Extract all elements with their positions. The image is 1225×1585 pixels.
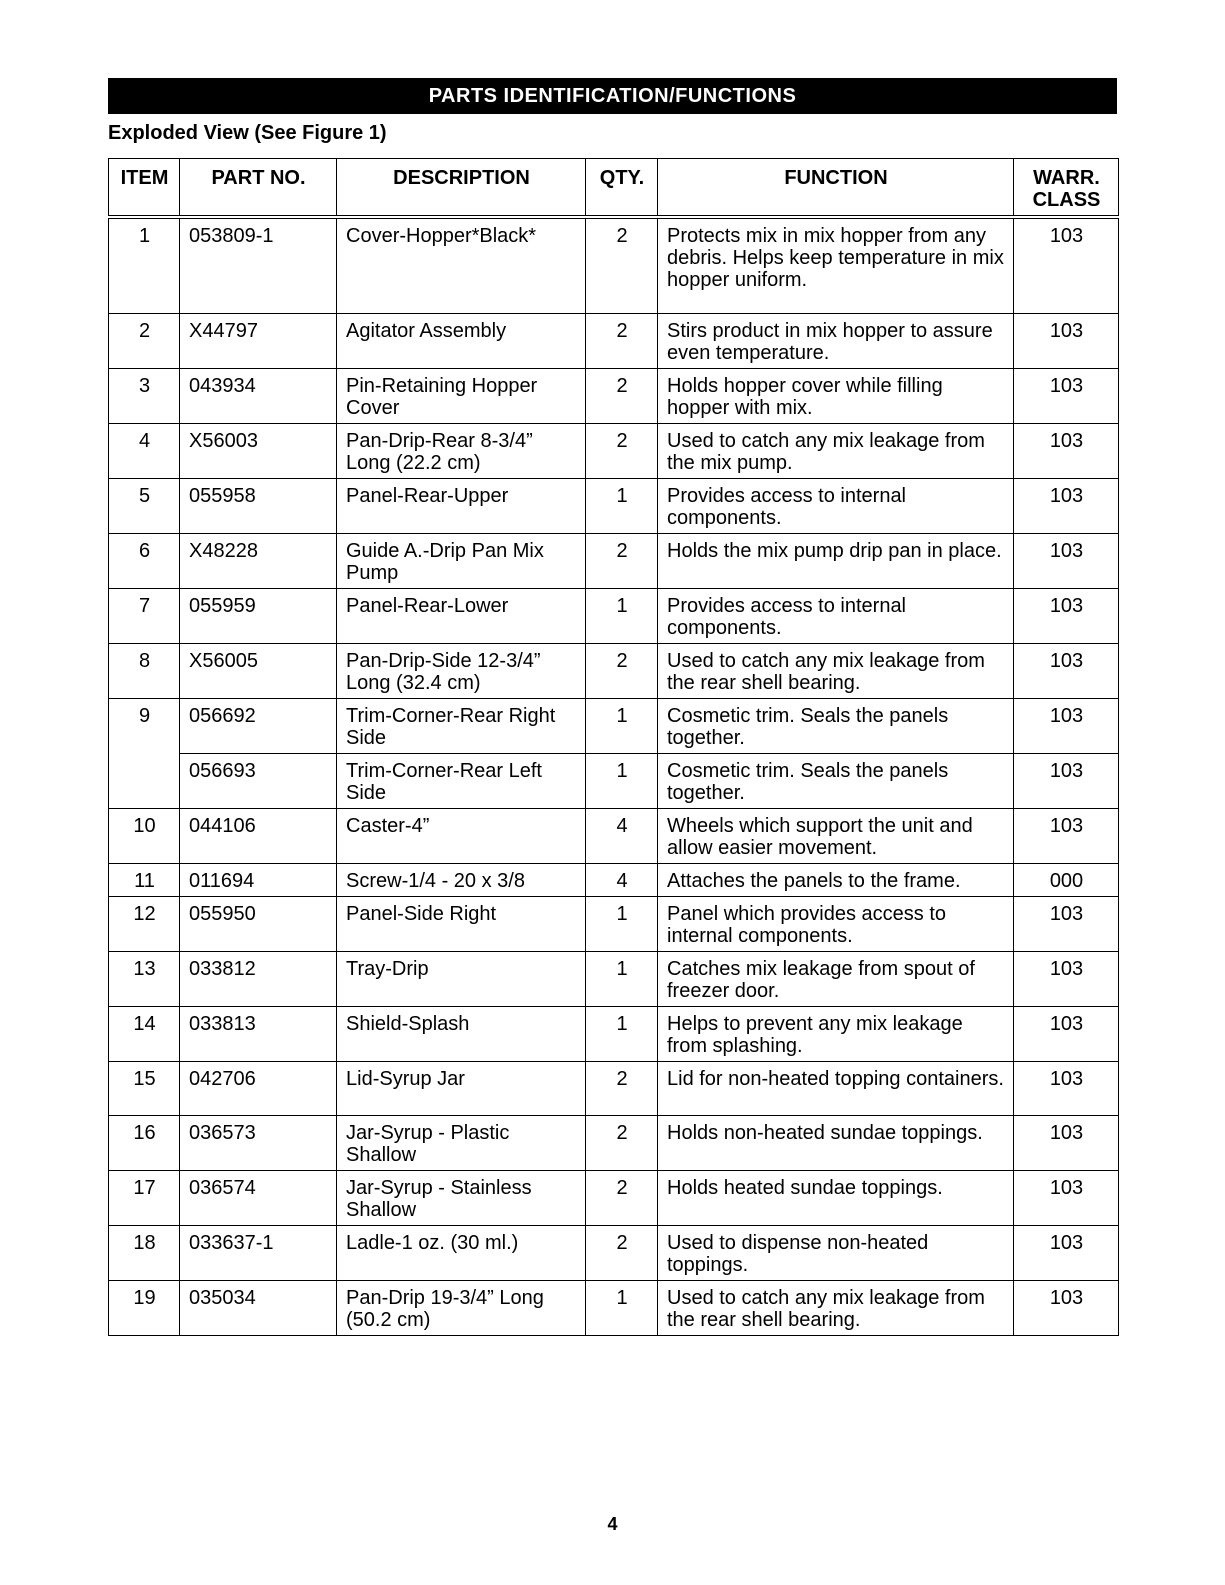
- cell-function: Attaches the panels to the frame.: [658, 863, 1014, 896]
- cell-part-no: 036574: [180, 1170, 337, 1225]
- table-row: [109, 313, 1119, 368]
- cell-warr-class: 103: [1014, 1115, 1119, 1170]
- cell-warr-class: 103: [1014, 1225, 1119, 1280]
- table-row: [109, 808, 1119, 863]
- cell-part-no: 055958: [180, 478, 337, 533]
- column-header-part-no: PART NO.: [180, 159, 337, 218]
- cell-qty: 1: [586, 1280, 658, 1335]
- cell-item: 17: [109, 1170, 180, 1225]
- cell-item: 8: [109, 643, 180, 698]
- cell-qty: 2: [586, 533, 658, 588]
- cell-qty: 2: [586, 1061, 658, 1115]
- cell-qty: 2: [586, 1170, 658, 1225]
- section-subtitle: Exploded View (See Figure 1): [108, 122, 387, 144]
- column-header-qty: QTY.: [586, 159, 658, 218]
- table-row: [109, 1115, 1119, 1170]
- table-row: [109, 533, 1119, 588]
- cell-part-no: 044106: [180, 808, 337, 863]
- cell-part-no: 055959: [180, 588, 337, 643]
- cell-warr-class: 103: [1014, 698, 1119, 753]
- cell-function: Stirs product in mix hopper to assure even temperature.: [658, 313, 1014, 368]
- table-row: [109, 1170, 1119, 1225]
- page-title: PARTS IDENTIFICATION/FUNCTIONS: [428, 84, 797, 107]
- cell-function: Panel which provides access to internal components.: [658, 896, 1014, 951]
- cell-qty: 2: [586, 368, 658, 423]
- cell-item: 12: [109, 896, 180, 951]
- cell-warr-class: 103: [1014, 533, 1119, 588]
- cell-function: Protects mix in mix hopper from any debris. Helps keep temperature in mix hopper uniform.: [658, 217, 1014, 313]
- column-header-warr-class: [1014, 159, 1119, 218]
- cell-description: Panel-Rear-Upper: [337, 478, 586, 533]
- cell-item: 9: [109, 698, 180, 808]
- column-header-function: FUNCTION: [658, 159, 1014, 218]
- cell-description: Tray-Drip: [337, 951, 586, 1006]
- cell-part-no: 035034: [180, 1280, 337, 1335]
- cell-warr-class: 103: [1014, 808, 1119, 863]
- table-row: [109, 423, 1119, 478]
- cell-warr-class: 103: [1014, 753, 1119, 808]
- cell-item: 15: [109, 1061, 180, 1115]
- cell-qty: 2: [586, 1115, 658, 1170]
- page-number: 4: [607, 1514, 618, 1534]
- table-row: [109, 217, 1119, 313]
- cell-qty: 1: [586, 478, 658, 533]
- cell-description: Pan-Drip-Side 12-3/4” Long (32.4 cm): [337, 643, 586, 698]
- cell-item: 2: [109, 313, 180, 368]
- cell-qty: 1: [586, 753, 658, 808]
- cell-description: Shield-Splash: [337, 1006, 586, 1061]
- column-header-description: DESCRIPTION: [337, 159, 586, 218]
- cell-description: Trim-Corner-Rear Right Side: [337, 698, 586, 753]
- cell-description: Caster-4”: [337, 808, 586, 863]
- cell-qty: 2: [586, 1225, 658, 1280]
- cell-part-no: 033637-1: [180, 1225, 337, 1280]
- cell-qty: 1: [586, 896, 658, 951]
- cell-description: Ladle-1 oz. (30 ml.): [337, 1225, 586, 1280]
- cell-part-no: 036573: [180, 1115, 337, 1170]
- cell-part-no: X48228: [180, 533, 337, 588]
- cell-function: Provides access to internal components.: [658, 478, 1014, 533]
- warr-class-line1: WARR.: [1033, 167, 1100, 189]
- cell-warr-class: 103: [1014, 217, 1119, 313]
- cell-warr-class: 103: [1014, 1006, 1119, 1061]
- cell-function: Holds non-heated sundae toppings.: [658, 1115, 1014, 1170]
- cell-function: Cosmetic trim. Seals the panels together.: [658, 698, 1014, 753]
- cell-description: Agitator Assembly: [337, 313, 586, 368]
- cell-item: 5: [109, 478, 180, 533]
- cell-part-no: 055950: [180, 896, 337, 951]
- cell-item: 6: [109, 533, 180, 588]
- cell-warr-class: 103: [1014, 896, 1119, 951]
- table-row: [109, 896, 1119, 951]
- cell-item: 19: [109, 1280, 180, 1335]
- cell-description: Pan-Drip 19-3/4” Long (50.2 cm): [337, 1280, 586, 1335]
- cell-function: Cosmetic trim. Seals the panels together.: [658, 753, 1014, 808]
- cell-description: Panel-Rear-Lower: [337, 588, 586, 643]
- cell-part-no: 033813: [180, 1006, 337, 1061]
- cell-warr-class: 103: [1014, 368, 1119, 423]
- table-row: [109, 698, 1119, 753]
- cell-description: Trim-Corner-Rear Left Side: [337, 753, 586, 808]
- cell-item: 11: [109, 863, 180, 896]
- cell-warr-class: 103: [1014, 1280, 1119, 1335]
- cell-function: Catches mix leakage from spout of freezer door.: [658, 951, 1014, 1006]
- cell-item: 18: [109, 1225, 180, 1280]
- page-title-bar: [108, 78, 1117, 114]
- cell-warr-class: 103: [1014, 423, 1119, 478]
- cell-function: Holds the mix pump drip pan in place.: [658, 533, 1014, 588]
- cell-part-no: X56005: [180, 643, 337, 698]
- cell-part-no: 056693: [180, 753, 337, 808]
- cell-part-no: 053809-1: [180, 217, 337, 313]
- table-row: [109, 1225, 1119, 1280]
- cell-qty: 2: [586, 313, 658, 368]
- cell-function: Used to catch any mix leakage from the rear shell bearing.: [658, 643, 1014, 698]
- cell-item: 4: [109, 423, 180, 478]
- cell-function: Helps to prevent any mix leakage from splashing.: [658, 1006, 1014, 1061]
- cell-description: Cover-Hopper*Black*: [337, 217, 586, 313]
- table-row: [109, 588, 1119, 643]
- cell-item: 7: [109, 588, 180, 643]
- table-row: [109, 1280, 1119, 1335]
- cell-description: Lid-Syrup Jar: [337, 1061, 586, 1115]
- cell-qty: 2: [586, 643, 658, 698]
- parts-table-body: [109, 217, 1119, 1335]
- cell-description: Panel-Side Right: [337, 896, 586, 951]
- cell-warr-class: 103: [1014, 951, 1119, 1006]
- cell-part-no: 042706: [180, 1061, 337, 1115]
- cell-warr-class: 103: [1014, 588, 1119, 643]
- parts-table: [108, 158, 1119, 1336]
- table-row: [109, 368, 1119, 423]
- cell-description: Pin-Retaining Hopper Cover: [337, 368, 586, 423]
- column-header-item: ITEM: [109, 159, 180, 218]
- table-row: [109, 753, 1119, 808]
- cell-item: 13: [109, 951, 180, 1006]
- table-row: [109, 1061, 1119, 1115]
- cell-description: Guide A.-Drip Pan Mix Pump: [337, 533, 586, 588]
- cell-qty: 1: [586, 698, 658, 753]
- cell-function: Holds heated sundae toppings.: [658, 1170, 1014, 1225]
- table-row: [109, 1006, 1119, 1061]
- cell-warr-class: 103: [1014, 313, 1119, 368]
- cell-function: Used to catch any mix leakage from the mix pump.: [658, 423, 1014, 478]
- cell-function: Used to catch any mix leakage from the rear shell bearing.: [658, 1280, 1014, 1335]
- cell-part-no: X56003: [180, 423, 337, 478]
- cell-function: Used to dispense non-heated toppings.: [658, 1225, 1014, 1280]
- cell-warr-class: 103: [1014, 1061, 1119, 1115]
- cell-item: 14: [109, 1006, 180, 1061]
- cell-description: Jar-Syrup - Plastic Shallow: [337, 1115, 586, 1170]
- table-row: [109, 643, 1119, 698]
- cell-description: Jar-Syrup - Stainless Shallow: [337, 1170, 586, 1225]
- cell-part-no: 033812: [180, 951, 337, 1006]
- cell-qty: 4: [586, 863, 658, 896]
- cell-function: Provides access to internal components.: [658, 588, 1014, 643]
- cell-qty: 1: [586, 588, 658, 643]
- cell-qty: 1: [586, 951, 658, 1006]
- cell-part-no: 011694: [180, 863, 337, 896]
- cell-warr-class: 000: [1014, 863, 1119, 896]
- cell-item: 1: [109, 217, 180, 313]
- cell-description: Screw-1/4 - 20 x 3/8: [337, 863, 586, 896]
- cell-function: Holds hopper cover while filling hopper with mix.: [658, 368, 1014, 423]
- warr-class-line2: CLASS: [1032, 189, 1101, 211]
- cell-part-no: 043934: [180, 368, 337, 423]
- cell-warr-class: 103: [1014, 643, 1119, 698]
- cell-qty: 2: [586, 217, 658, 313]
- table-header-row: [109, 159, 1119, 218]
- cell-item: 16: [109, 1115, 180, 1170]
- table-row: [109, 951, 1119, 1006]
- cell-item: 3: [109, 368, 180, 423]
- table-row: [109, 863, 1119, 896]
- cell-warr-class: 103: [1014, 478, 1119, 533]
- cell-function: Lid for non-heated topping containers.: [658, 1061, 1014, 1115]
- cell-qty: 2: [586, 423, 658, 478]
- cell-function: Wheels which support the unit and allow easier movement.: [658, 808, 1014, 863]
- cell-part-no: X44797: [180, 313, 337, 368]
- cell-description: Pan-Drip-Rear 8-3/4” Long (22.2 cm): [337, 423, 586, 478]
- cell-item: 10: [109, 808, 180, 863]
- cell-qty: 1: [586, 1006, 658, 1061]
- cell-part-no: 056692: [180, 698, 337, 753]
- table-row: [109, 478, 1119, 533]
- cell-qty: 4: [586, 808, 658, 863]
- cell-warr-class: 103: [1014, 1170, 1119, 1225]
